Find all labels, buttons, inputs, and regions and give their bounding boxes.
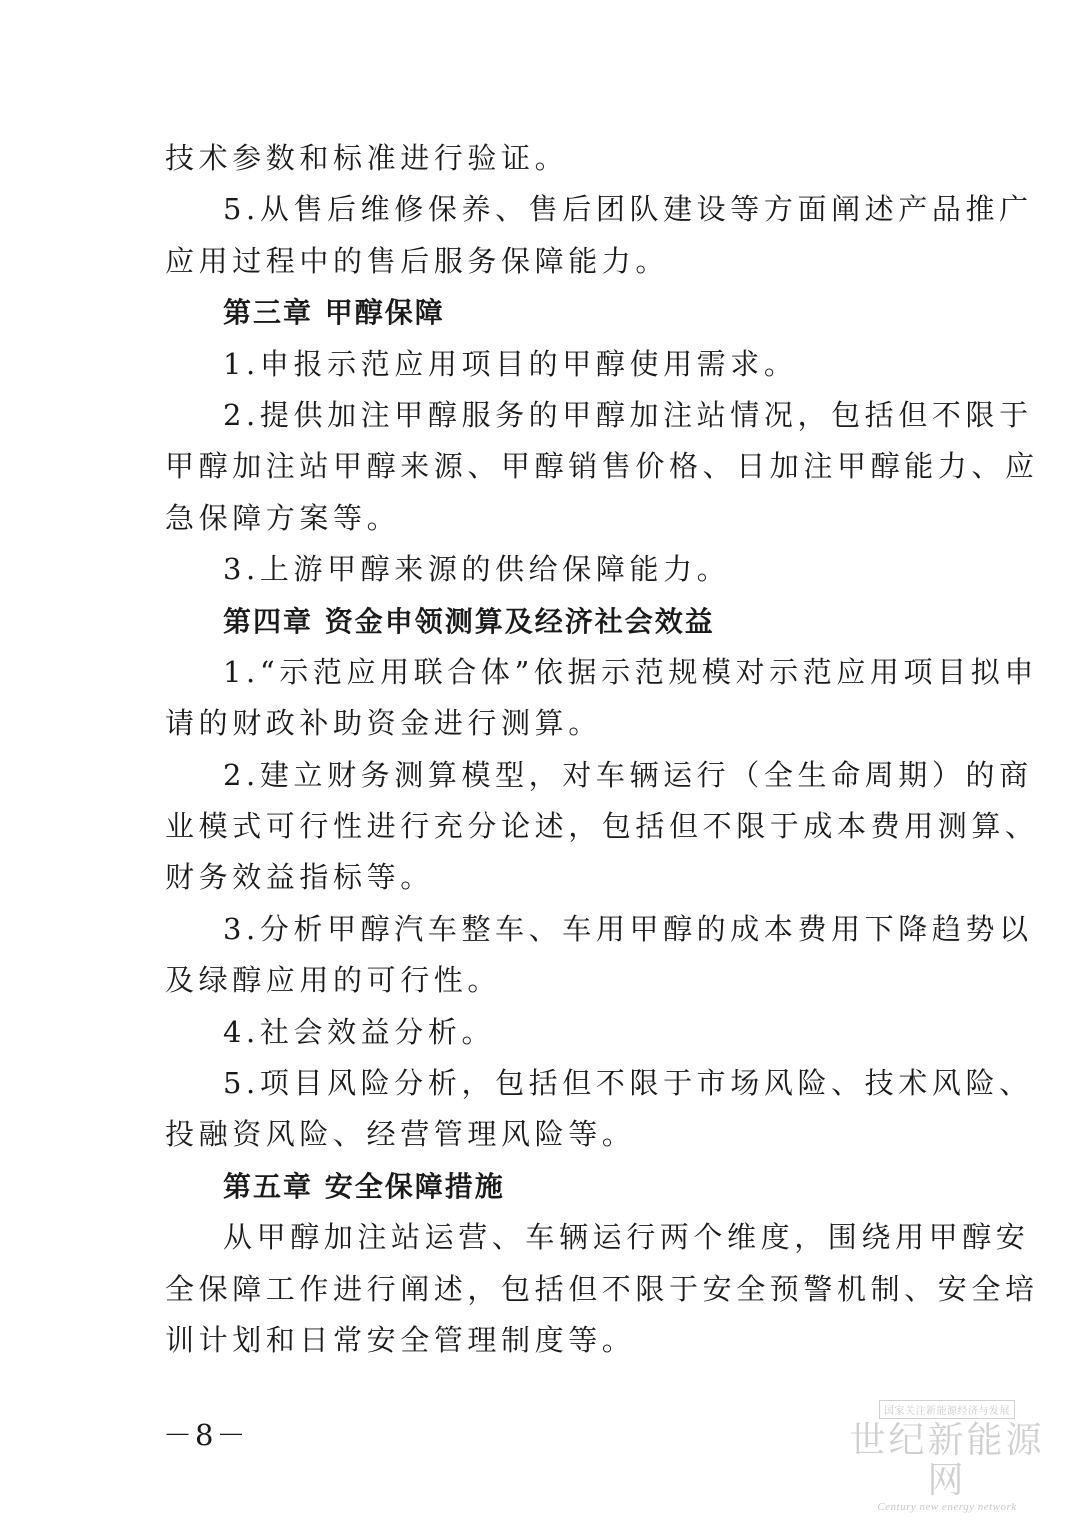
chapter-heading: 第四章 资金申领测算及经济社会效益	[223, 604, 715, 638]
text-line: 3.上游甲醇来源的供给保障能力。	[223, 552, 731, 587]
text-line: 请的财政补助资金进行测算。	[165, 706, 602, 741]
watermark-tagline: 国家关注新能源经济与发展	[879, 1400, 1015, 1419]
chapter-heading: 第五章 安全保障措施	[223, 1169, 505, 1203]
text-line: 财务效益指标等。	[165, 860, 434, 895]
watermark-english: Century new energy network	[877, 1501, 1017, 1513]
text-line: 急保障方案等。	[165, 500, 401, 535]
text-line: 1.申报示范应用项目的甲醇使用需求。	[223, 346, 798, 381]
text-line: 训计划和日常安全管理制度等。	[165, 1322, 636, 1357]
text-line: 全保障工作进行阐述，包括但不限于安全预警机制、安全培	[165, 1271, 1039, 1306]
chapter-heading: 第三章 甲醇保障	[223, 296, 445, 330]
page-number: －8－	[163, 1418, 249, 1452]
document-body	[165, 133, 1039, 1366]
text-line: 从甲醇加注站运营、车辆运行两个维度，围绕用甲醇安	[223, 1220, 1030, 1255]
text-line: 技术参数和标准进行验证。	[165, 141, 569, 175]
text-line: 2.提供加注甲醇服务的甲醇加注站情况，包括但不限于	[223, 397, 1033, 432]
text-line: 4.社会效益分析。	[223, 1014, 496, 1049]
text-line: 业模式可行性进行充分论述，包括但不限于成本费用测算、	[165, 809, 1039, 844]
watermark-logo	[842, 1399, 1052, 1513]
watermark-title: 世纪新能源网	[849, 1420, 1045, 1501]
text-line: 3.分析甲醇汽车整车、车用甲醇的成本费用下降趋势以	[223, 911, 1033, 946]
text-line: 5.从售后维修保养、售后团队建设等方面阐述产品推广	[223, 192, 1033, 227]
text-line: 及绿醇应用的可行性。	[165, 963, 502, 998]
text-line: 5.项目风险分析，包括但不限于市场风险、技术风险、	[223, 1066, 1033, 1101]
text-line: 1.“示范应用联合体”依据示范规模对示范应用项目拟申	[223, 654, 1038, 689]
text-line: 应用过程中的售后服务保障能力。	[165, 243, 670, 278]
text-line: 2.建立财务测算模型，对车辆运行（全生命周期）的商	[223, 757, 1033, 792]
text-line: 甲醇加注站甲醇来源、甲醇销售价格、日加注甲醇能力、应	[165, 449, 1039, 484]
text-line: 投融资风险、经营管理风险等。	[165, 1117, 636, 1152]
